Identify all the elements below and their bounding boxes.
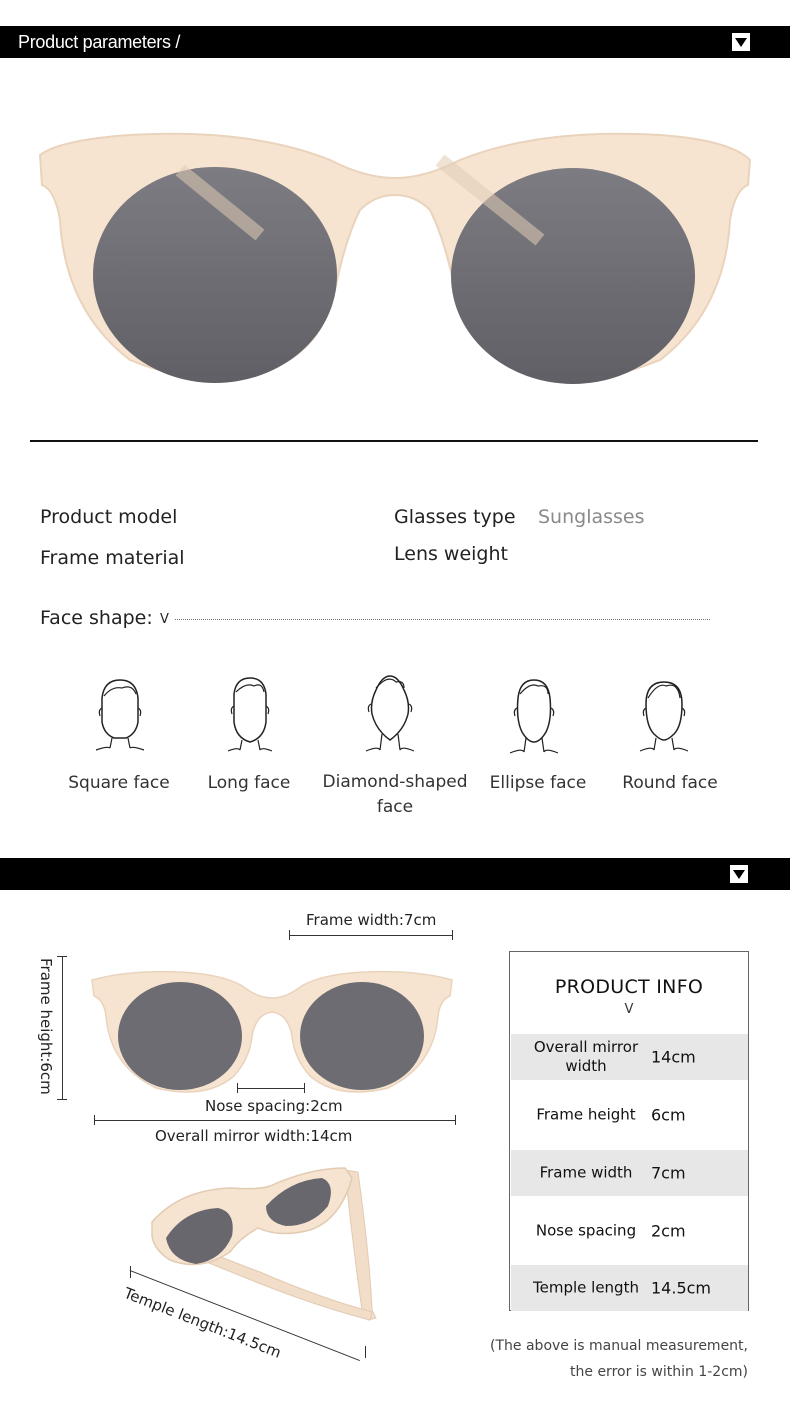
product-info-title: PRODUCT INFO: [554, 976, 704, 998]
table-row: [511, 1034, 748, 1080]
table-row: [511, 1208, 748, 1254]
lens-weight-label: Lens weight: [394, 543, 508, 565]
measurement-note-line1: (The above is manual measurement,: [490, 1338, 748, 1354]
sunglasses-front-small-image: [88, 966, 456, 1098]
overall-width-line: [94, 1120, 456, 1121]
row-value: 14cm: [651, 1047, 696, 1067]
tick: [57, 1099, 67, 1100]
product-info-table: [509, 951, 749, 1311]
section-divider: [30, 440, 758, 442]
tick: [452, 930, 453, 940]
tick: [237, 1083, 238, 1093]
collapse-toggle-icon[interactable]: [730, 865, 748, 883]
ellipse-face-icon: [506, 676, 562, 754]
frame-material-label: Frame material: [40, 547, 185, 569]
row-key: Frame height: [536, 1105, 636, 1124]
frame-width-line: [289, 935, 453, 936]
product-info-subtitle: V: [624, 1002, 634, 1017]
row-value: 14.5cm: [651, 1278, 712, 1298]
section-header-dimensions: [0, 858, 790, 890]
nose-spacing-line: [237, 1088, 305, 1089]
square-face-icon: [92, 676, 148, 752]
measurement-note-line2: the error is within 1-2cm): [570, 1364, 748, 1380]
face-label-ellipse: Ellipse face: [489, 773, 587, 793]
round-face-icon: [636, 676, 692, 752]
face-label-round: Round face: [622, 773, 718, 793]
tick: [304, 1083, 305, 1093]
row-key: Frame width: [539, 1163, 633, 1182]
dotted-leader: [175, 619, 710, 620]
table-row: [511, 1150, 748, 1196]
face-label-long: Long face: [207, 773, 291, 793]
glasses-type-label: Glasses type: [394, 506, 516, 528]
row-value: 2cm: [651, 1221, 686, 1241]
temple-length-label: Temple length:14.5cm: [121, 1284, 284, 1362]
tick: [365, 1346, 366, 1358]
face-shape-marker: V: [160, 612, 169, 627]
frame-height-label: Frame height:6cm: [37, 958, 55, 1095]
frame-height-line: [62, 956, 63, 1100]
row-key: Temple length: [533, 1278, 639, 1297]
frame-width-label: Frame width:7cm: [306, 911, 437, 929]
section-title: Product parameters /: [18, 32, 181, 52]
face-label-diamond: Diamond-shaped face: [322, 772, 468, 817]
row-value: 7cm: [651, 1163, 686, 1183]
row-value: 6cm: [651, 1105, 686, 1125]
product-model-label: Product model: [40, 506, 178, 528]
row-key: Nose spacing: [535, 1221, 637, 1240]
table-row: [511, 1265, 748, 1311]
overall-width-label: Overall mirror width:14cm: [155, 1127, 353, 1145]
glasses-type-value: Sunglasses: [538, 506, 645, 528]
sunglasses-side-image: [140, 1160, 380, 1360]
tick: [57, 956, 67, 957]
long-face-icon: [224, 674, 276, 752]
nose-spacing-label: Nose spacing:2cm: [205, 1097, 343, 1115]
face-shape-label: Face shape:: [40, 607, 153, 629]
tick: [94, 1115, 95, 1125]
sunglasses-front-image: [0, 60, 790, 430]
face-label-square: Square face: [68, 773, 170, 793]
tick: [130, 1266, 131, 1278]
section-header-parameters: [0, 26, 790, 58]
tick: [289, 930, 290, 940]
table-row: [511, 1092, 748, 1138]
diamond-face-icon: [362, 672, 418, 752]
tick: [455, 1115, 456, 1125]
row-key: Overall mirror width: [533, 1038, 639, 1075]
collapse-toggle-icon[interactable]: [732, 33, 750, 51]
